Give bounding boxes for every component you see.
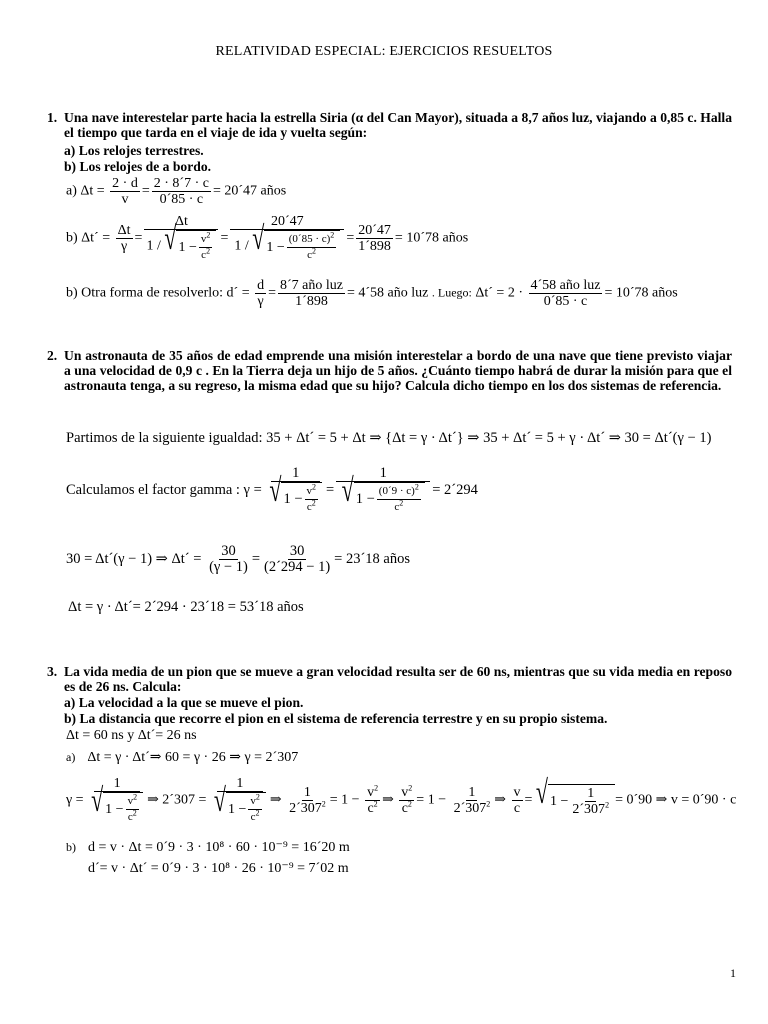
page-number: 1 — [730, 966, 736, 980]
problem-3-part-a: a) La velocidad a la que se mueve el pion. — [64, 695, 304, 710]
p2-equation-1: Partimos de la siguiente igualdad: 35 + Δt´ = 5 + Δt ⇒ {Δt = γ · Δt´} ⇒ 35 + Δt´ = 5 + γ · Δt´ ⇒ 30 = Δt´(γ − 1) — [66, 430, 712, 446]
page-title: RELATIVIDAD ESPECIAL: EJERCICIOS RESUELTOS — [215, 44, 553, 59]
p1-equation-a: a) Δt = $\frac{2 \cdot d}{v}$ = $\frac{2 \cdot 8´7 \cdot c}{0´85 \cdot c}$ = 20´47 años — [66, 176, 287, 207]
p3-given: Δt = 60 ns y Δt´= 26 ns — [66, 728, 197, 743]
p3-equation-b: γ = 1 √ 1 − $\frac{v^2}{c^2}$ ⇒ 2´307 = 1 √ 1 − $\frac{v^2}{c^2}$ ⇒ $\frac{1}{2´307^2}$ = 1 − $\frac{v^2}{c^2}$ ⇒ $\frac{v^2}{c^2}$ = 1 − $\frac{1}{2´307^2}$ ⇒ $\frac{v}{c}$ = √ 1 − $\frac{1}{2´307^2}$ = 0´90 ⇒ v = 0´90 · c — [66, 772, 737, 823]
p1-eq-a-result: = 20´47 años — [212, 183, 287, 199]
problem-1-part-b: b) Los relojes de a bordo. — [64, 159, 212, 174]
p2-equation-2: Calculamos el factor gamma : γ = 1 √ 1 − $\frac{v^2}{c^2}$ = 1 √ 1 − $\frac{(0´9 \cdot c)^2}{c^2}$ = 2´294 — [66, 465, 478, 513]
problem-3-statement: La vida media de un pion que se mueve a gran velocidad resulta ser de 60 ns, mientras que su vida media en reposo es de 26 ns. Calcula: — [64, 664, 732, 695]
p1-eq-a-frac2: $\frac{2 \cdot 8´7 \cdot c}{0´85 \cdot c}$ — [153, 176, 209, 207]
p3-equation-a: a) Δt = γ · Δt´⇒ 60 = γ · 26 ⇒ γ = 2´307 — [66, 750, 299, 765]
p1-equation-c: b) Otra forma de resolverlo: d´ = $\frac{d}{\gamma}$ = $\frac{\text{8´7 año luz}}{1´898}$ = 4´58 año luz . Luego: Δt´ = 2 · $\frac{\text{4´58 año luz}}{0´85 \cdot c}$ = 10´78 años — [66, 278, 678, 309]
p1-eq-a-prefix: a) Δt = — [66, 183, 105, 199]
problem-3-part-b: b) La distancia que recorre el pion en el sistema de referencia terrestre y en su propio sistema. — [64, 711, 608, 726]
problem-1-statement: Una nave interestelar parte hacia la estrella Siria (α del Can Mayor), situada a 8,7 años luz, viajando a 0,85 c. Halla el tiempo que tarda en el viaje de ida y vuelta según: — [64, 110, 732, 141]
p2-equation-3: 30 = Δt´(γ − 1) ⇒ Δt´ = $\frac{30}{(\gamma - 1)}$ = $\frac{30}{(2´294 - 1)}$ = 23´18 años — [66, 543, 411, 575]
problem-2-number: 2. — [47, 348, 58, 363]
p1-eq-a-frac1: $\frac{2 \cdot d}{v}$ — [112, 176, 138, 207]
p1-equation-b: b) Δt´ = $\frac{\Delta t}{\gamma}$ = Δt 1 / √ 1 − $\frac{v^2}{c^2}$ = 20´47 1 / √ 1 − $\frac{(0´85 \cdot c)^2}{c^2}$ = $\frac{20´47}{1´898}$ = 10´78 años — [66, 214, 469, 261]
p2-equation-4: Δt = γ · Δt´= 2´294 · 23´18 = 53´18 años — [68, 599, 304, 615]
p3-equation-c1: b) d = v · Δt = 0´9 · 3 · 10⁸ · 60 · 10⁻⁹ = 16´20 m — [66, 840, 350, 855]
problem-1-part-a: a) Los relojes terrestres. — [64, 143, 204, 158]
problem-2-statement: Un astronauta de 35 años de edad emprende una misión interestelar a bordo de una nave que tiene previsto viajar a una velocidad de 0,9 c . En la Tierra deja un hijo de 5 años. ¿Cuánto tiempo habrá de durar la misión para que el astronauta tenga, a su regreso, la misma edad que su hijo? Calcula dicho tiempo en los dos sistemas de referencia. — [64, 348, 732, 394]
p3-equation-c2: d´= v · Δt´ = 0´9 · 3 · 10⁸ · 26 · 10⁻⁹ = 7´02 m — [88, 861, 349, 876]
problem-1-number: 1. — [47, 110, 58, 125]
problem-3-number: 3. — [47, 664, 58, 679]
